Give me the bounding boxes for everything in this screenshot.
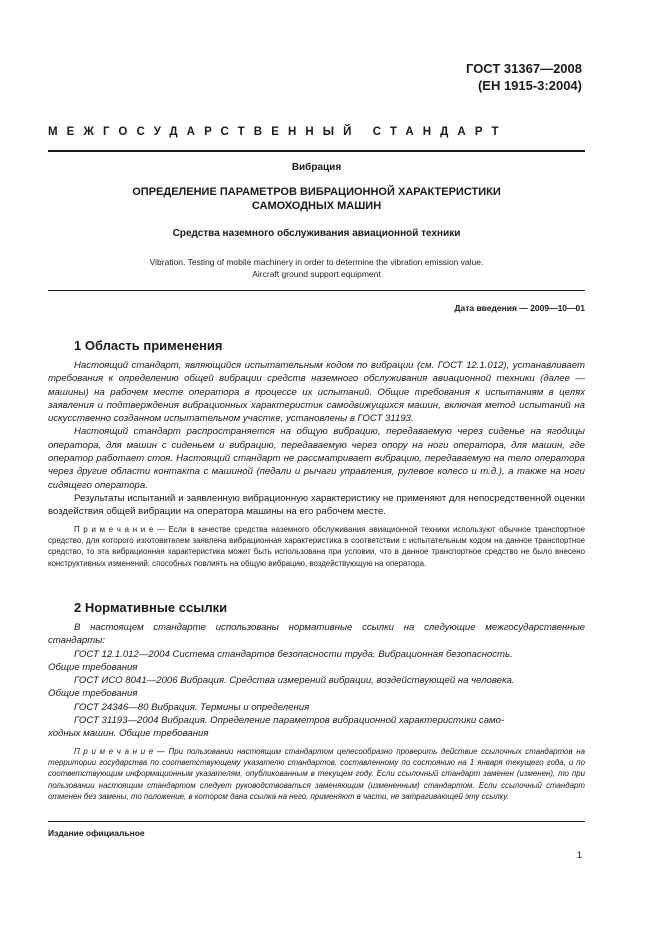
topic-label: Вибрация — [291, 162, 342, 173]
gost-number: ГОСТ 31367—2008 — [466, 61, 582, 76]
introduction-date: Дата введения — 2009—10—01 — [454, 303, 585, 313]
english-title — [48, 256, 585, 280]
footer-divider — [48, 821, 585, 822]
document-subtitle: Средства наземного обслуживания авиационной техники — [172, 228, 461, 239]
mid-divider — [48, 290, 585, 291]
reference-item-continuation: ходных машин. Общие требования — [48, 728, 209, 740]
reference-item-continuation: Общие требования — [48, 688, 138, 700]
reference-item: ГОСТ 12.1.012—2004 Система стандартов безопасности труда. Вибрационная безопасность. — [74, 648, 513, 660]
interstate-standard-banner: МЕЖГОСУДАРСТВЕННЫЙ СТАНДАРТ — [48, 126, 508, 138]
note: П р и м е ч а н и е — При пользовании настоящим стандартом целесообразно проверить действие ссылочных стандартов на территории государства по соответствующему указателю стандартов, составленному по состоянию на 1 января текущего года, и по соответствующим информационным указателям, опубликованным в текущем году. Если ссылочный стандарт заменен (изменен), то при пользовании настоящим стандартом следует руководствоваться заменяющим (измененным) стандартом. Если ссылочный стандарт отменен без замены, то положение, в котором дана ссылка на него, применяют в части, не затрагивающей эту ссылку. — [48, 746, 585, 802]
document-title — [48, 185, 585, 213]
paragraph: Настоящий стандарт, являющийся испытательным кодом по вибрации (см. ГОСТ 12.1.012), устанавливает требования к определению общей вибрации средств наземного обслуживания авиационной техники (далее — машины) на рабочем месте оператора в процессе их испытаний. Общие требования к испытаниям в целях заявления и подтверждения вибрационных характеристик самодвижущихся машин, включая метод испытаний на искусственно созданном испытательном участке, установлены в ГОСТ 31193. — [48, 360, 585, 425]
section-heading: 2 Нормативные ссылки — [74, 600, 228, 615]
reference-item: ГОСТ 24346—80 Вибрация. Термины и определения — [74, 701, 310, 713]
reference-item-continuation: Общие требования — [48, 661, 138, 673]
paragraph: Настоящий стандарт распространяется на общую вибрацию, передаваемую через сиденье на ягодицы оператора, для машин с сиденьем и вибрацию, передаваемую через опору на ноги оператора, для машин, где оператор работает стоя. Настоящий стандарт не рассматривает вибрацию, передаваемую на тело оператора через другие области контакта с машиной (педали и рычаги управления, рулевое колесо и т.д.), а также на ноги сидящего оператора. — [48, 426, 585, 491]
paragraph: Результаты испытаний и заявленную вибрационную характеристику не применяют для непосредственной оценки воздействия общей вибрации на оператора машины на его рабочем месте. — [48, 492, 585, 518]
english-title-line-2: Aircraft ground support equipment — [252, 269, 381, 279]
title-line-2: САМОХОДНЫХ МАШИН — [251, 200, 382, 212]
top-divider — [48, 150, 585, 152]
note: П р и м е ч а н и е — Если в качестве средства наземного обслуживания авиационной техники используют обычное транспортное средство, для которого изготовителем заявлена вибрационная характеристика в соответствии с испытательным кодом на данное транспортное средство, то эта вибрационная характеристика может быть использована при условии, что в данное транспортное средство не было внесено конструктивных изменений, способных повлиять на общую вибрацию, воздействующую на оператора. — [48, 524, 585, 568]
section-scope — [48, 338, 585, 569]
paragraph: В настоящем стандарте использованы нормативные ссылки на следующие межгосударственные стандарты: — [48, 622, 585, 647]
title-line-1: ОПРЕДЕЛЕНИЕ ПАРАМЕТРОВ ВИБРАЦИОННОЙ ХАРАКТЕРИСТИКИ — [132, 186, 501, 198]
english-title-line-1: Vibration. Testing of mobile machinery in order to determine the vibration emission value. — [149, 257, 484, 267]
gost-designation — [466, 60, 582, 94]
page-number: 1 — [576, 850, 582, 861]
en-number: (ЕН 1915-3:2004) — [477, 78, 582, 93]
reference-item: ГОСТ 31193—2004 Вибрация. Определение параметров вибрационной характеристики само- — [74, 715, 505, 727]
reference-item: ГОСТ ИСО 8041—2006 Вибрация. Средства измерений вибрации, воздействующей на человека. — [74, 675, 515, 687]
edition-label: Издание официальное — [48, 828, 145, 838]
section-heading: 1 Область применения — [74, 338, 223, 353]
section-normative-references — [48, 600, 585, 803]
